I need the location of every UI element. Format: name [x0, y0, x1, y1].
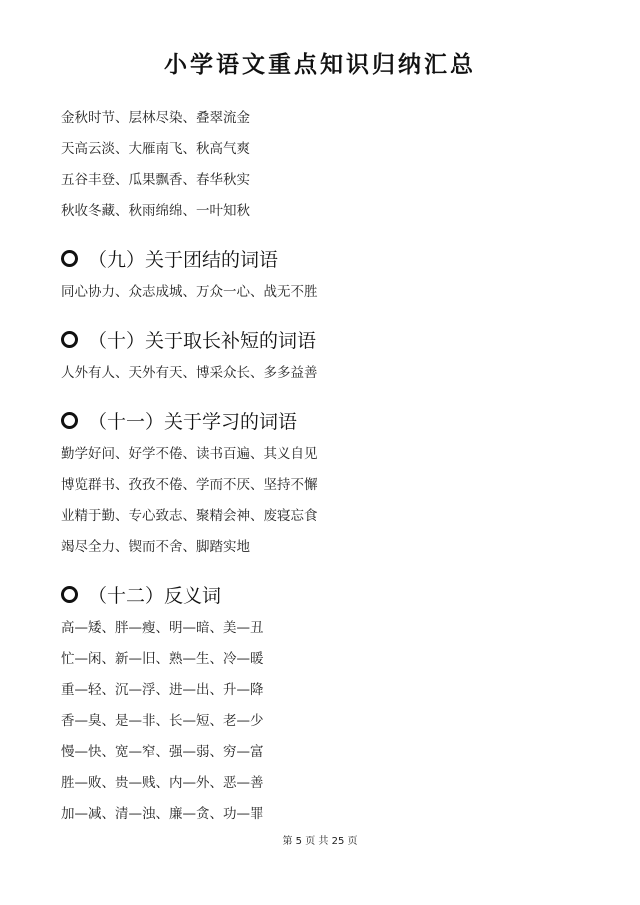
word-line: 重—轻、沉—浮、进—出、升—降: [61, 682, 264, 698]
section-heading-text: （十二）反义词: [88, 584, 222, 607]
word-line: 金秋时节、层林尽染、叠翠流金: [61, 110, 250, 126]
section-heading: [61, 319, 601, 359]
word-line: 竭尽全力、锲而不舍、脚踏实地: [61, 539, 250, 555]
word-line: 人外有人、天外有天、博采众长、多多益善: [61, 365, 318, 381]
word-line: 胜—败、贵—贱、内—外、恶—善: [61, 775, 264, 791]
section-heading-text: （十一）关于学习的词语: [88, 410, 298, 433]
word-line: 加—减、清—浊、廉—贪、功—罪: [61, 806, 264, 822]
circle-bullet-icon: [61, 250, 78, 267]
page-title: 小学语文重点知识归纳汇总: [164, 52, 476, 78]
word-line: 五谷丰登、瓜果飘香、春华秋实: [61, 172, 250, 188]
section-heading-text: （九）关于团结的词语: [88, 248, 279, 271]
word-line: 慢—快、宽—窄、强—弱、穷—富: [61, 744, 264, 760]
word-line: 天高云淡、大雁南飞、秋高气爽: [61, 141, 250, 157]
document-body: [61, 108, 601, 835]
circle-bullet-icon: [61, 586, 78, 603]
circle-bullet-icon: [61, 412, 78, 429]
word-line: 高—矮、胖—瘦、明—暗、美—丑: [61, 620, 264, 636]
word-line: 忙—闲、新—旧、熟—生、冷—暖: [61, 651, 264, 667]
word-line: 博览群书、孜孜不倦、学而不厌、坚持不懈: [61, 477, 318, 493]
word-line: 香—臭、是—非、长—短、老—少: [61, 713, 264, 729]
word-line: 同心协力、众志成城、万众一心、战无不胜: [61, 284, 318, 300]
circle-bullet-icon: [61, 331, 78, 348]
section-heading: [61, 400, 601, 440]
word-line: 秋收冬藏、秋雨绵绵、一叶知秋: [61, 203, 250, 219]
section-heading: [61, 238, 601, 278]
section-heading-text: （十）关于取长补短的词语: [88, 329, 317, 352]
word-line: 业精于勤、专心致志、聚精会神、废寝忘食: [61, 508, 318, 524]
page-number: 第 5 页 共 25 页: [282, 836, 358, 847]
section-heading: [61, 574, 601, 614]
word-line: 勤学好问、好学不倦、读书百遍、其义自见: [61, 446, 318, 462]
